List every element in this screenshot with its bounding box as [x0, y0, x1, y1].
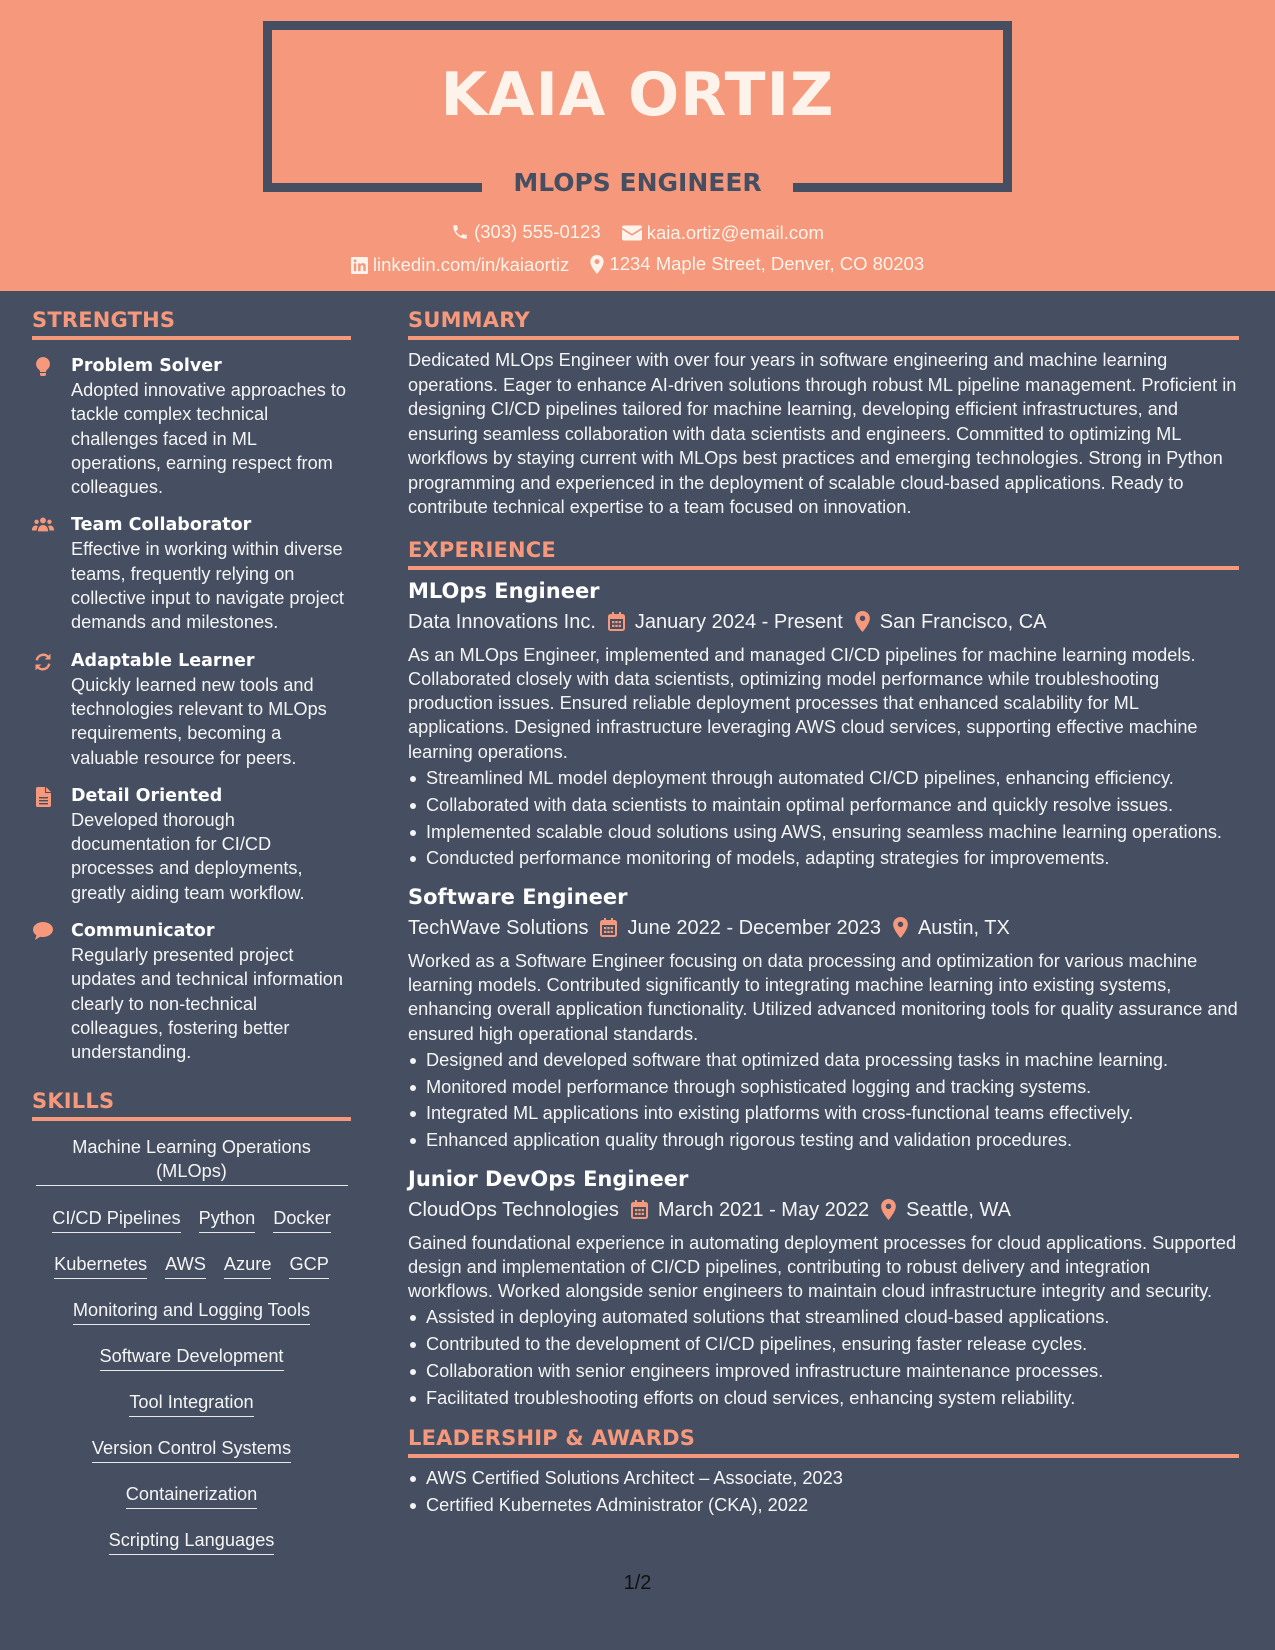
- skill-tag: Azure: [224, 1252, 272, 1279]
- skill-row: [32, 1252, 351, 1279]
- list-item: Streamlined ML model deployment through automated CI/CD pipelines, enhancing efficiency.: [408, 766, 1239, 790]
- job-role: Junior DevOps Engineer: [408, 1166, 689, 1191]
- list-item: AWS Certified Solutions Architect – Associate, 2023: [408, 1466, 1239, 1490]
- awards-heading: LEADERSHIP & AWARDS: [408, 1424, 1239, 1458]
- strength-description: Effective in working within diverse teams, frequently relying on collective input to navigate project demands and milestones.: [71, 539, 344, 633]
- right-column: [408, 306, 1239, 1520]
- job-description: Worked as a Software Engineer focusing on data processing and optimization for various machine learning models. Contributed significantly to integrating machine learning into existing systems, enhancing overall application functionality. Utilized advanced monitoring tools for quality assurance and ensured high operational standards.: [408, 950, 1238, 1044]
- skill-tag: Tool Integration: [129, 1390, 253, 1417]
- linkedin-contact[interactable]: [351, 254, 569, 276]
- strength-item: [32, 919, 351, 1064]
- job-bullets: [408, 766, 1239, 871]
- job-description: As an MLOps Engineer, implemented and managed CI/CD pipelines for machine learning models. Collaborated closely with data scientists, optimizing model performance while troubleshooting production issues. Ensured reliable deployment processes that enhanced scalability for ML applications. Designed infrastructure leveraging AWS cloud services, supporting effective machine learning operations.: [408, 644, 1198, 762]
- company-name: CloudOps Technologies: [408, 1198, 619, 1221]
- job-role: Software Engineer: [408, 884, 628, 909]
- list-item: Integrated ML applications into existing platforms with cross-functional teams effectively.: [408, 1101, 1239, 1125]
- list-item: Enhanced application quality through rigorous testing and validation procedures.: [408, 1128, 1239, 1152]
- envelope-icon: [622, 225, 642, 241]
- company-name: Data Innovations Inc.: [408, 610, 596, 633]
- calendar-icon: [631, 1200, 648, 1219]
- skill-tag: Machine Learning Operations (MLOps): [36, 1135, 348, 1186]
- company-name: TechWave Solutions: [408, 916, 589, 939]
- strength-item: [32, 784, 351, 905]
- skill-tag: Containerization: [126, 1482, 257, 1509]
- contact-line-2: [0, 253, 1275, 279]
- strength-description: Developed thorough documentation for CI/CD processes and deployments, greatly aiding team workflow.: [71, 809, 305, 903]
- strength-description: Quickly learned new tools and technologies relevant to MLOps requirements, becoming a valuable resource for peers.: [71, 674, 327, 768]
- address-text: 1234 Maple Street, Denver, CO 80203: [609, 253, 925, 274]
- strength-item: [32, 649, 351, 770]
- job-dates: January 2024 - Present: [634, 610, 843, 633]
- skill-tag: Kubernetes: [54, 1252, 147, 1279]
- map-pin-icon: [590, 255, 604, 274]
- job-role: MLOps Engineer: [408, 578, 600, 603]
- skill-row: [32, 1206, 351, 1233]
- candidate-name: KAIA ORTIZ: [440, 60, 835, 130]
- strength-description: Regularly presented project updates and technical information clearly to non-technical colleagues, fostering better understanding.: [71, 945, 343, 1063]
- skill-tag: Python: [199, 1206, 256, 1233]
- left-column: [32, 306, 351, 1574]
- list-item: Assisted in deploying automated solutions that streamlined cloud-based applications.: [408, 1305, 1239, 1329]
- strength-title: Problem Solver: [71, 356, 222, 376]
- list-item: Collaborated with data scientists to maintain optimal performance and quickly resolve issues.: [408, 793, 1239, 817]
- linkedin-icon: [351, 257, 368, 274]
- users-icon: [32, 516, 54, 536]
- skill-tag: GCP: [289, 1252, 328, 1279]
- speech-bubble-icon: [32, 922, 54, 942]
- phone-contact[interactable]: [451, 221, 601, 243]
- job-entry: [408, 883, 1239, 1153]
- job-dates: March 2021 - May 2022: [657, 1198, 870, 1221]
- address-contact: [590, 253, 924, 275]
- job-meta: [408, 914, 1239, 942]
- skill-row: [32, 1528, 351, 1555]
- job-meta: [408, 608, 1239, 636]
- skill-row: [32, 1482, 351, 1509]
- skill-row: [32, 1344, 351, 1371]
- linkedin-text: linkedin.com/in/kaiaortiz: [372, 254, 570, 275]
- skills-heading: SKILLS: [32, 1087, 351, 1121]
- refresh-icon: [32, 652, 54, 672]
- strength-description: Adopted innovative approaches to tackle complex technical challenges faced in ML operations, earning respect from colleagues.: [71, 380, 347, 498]
- skill-tag: Software Development: [100, 1344, 284, 1371]
- strength-title: Team Collaborator: [71, 515, 252, 536]
- email-contact[interactable]: [622, 222, 824, 244]
- job-meta: [408, 1196, 1239, 1224]
- skill-tag: Version Control Systems: [92, 1436, 291, 1463]
- email-text: kaia.ortiz@email.com: [646, 222, 824, 243]
- skill-row: [32, 1298, 351, 1325]
- list-item: Facilitated troubleshooting efforts on cloud services, enhancing system reliability.: [408, 1386, 1239, 1410]
- map-pin-icon: [893, 917, 908, 938]
- document-icon: [32, 787, 54, 807]
- strength-item: [32, 354, 351, 499]
- list-item: Conducted performance monitoring of models, adapting strategies for improvements.: [408, 846, 1239, 870]
- strengths-heading: STRENGTHS: [32, 306, 351, 340]
- skill-tag: Scripting Languages: [109, 1528, 275, 1555]
- strength-title: Detail Oriented: [71, 785, 223, 806]
- list-item: Collaboration with senior engineers improved infrastructure maintenance processes.: [408, 1359, 1239, 1383]
- calendar-icon: [608, 612, 625, 631]
- job-entry: [408, 577, 1239, 871]
- job-location: Austin, TX: [917, 916, 1010, 939]
- strength-title: Adaptable Learner: [71, 650, 255, 671]
- job-location: Seattle, WA: [906, 1198, 1011, 1221]
- job-title: MLOPS ENGINEER: [513, 168, 762, 197]
- job-bullets: [408, 1305, 1239, 1410]
- job-description: Gained foundational experience in automating deployment processes for cloud applications. Supported design and implementation of CI/CD pipelines, contributing to robust delivery and integration workflows. Worked alongside senior engineers to maintain cloud infrastructure integrity and security.: [408, 1232, 1237, 1302]
- skill-tag: CI/CD Pipelines: [52, 1206, 180, 1233]
- list-item: Contributed to the development of CI/CD pipelines, ensuring faster release cycles.: [408, 1332, 1239, 1356]
- resume-header: [0, 0, 1275, 291]
- summary-heading: SUMMARY: [408, 306, 1239, 340]
- job-bullets: [408, 1048, 1239, 1153]
- page-number: 1/2: [623, 1572, 652, 1594]
- awards-list: [408, 1466, 1239, 1517]
- lightbulb-icon: [32, 357, 54, 377]
- skill-tag: AWS: [165, 1252, 206, 1279]
- skill-tag: Monitoring and Logging Tools: [73, 1298, 310, 1325]
- name-frame: [263, 21, 1012, 192]
- list-item: Designed and developed software that optimized data processing tasks in machine learning.: [408, 1048, 1239, 1072]
- skills-list: [32, 1135, 351, 1555]
- job-dates: June 2022 - December 2023: [627, 916, 881, 939]
- map-pin-icon: [881, 1199, 896, 1220]
- list-item: Implemented scalable cloud solutions using AWS, ensuring seamless machine learning operations.: [408, 820, 1239, 844]
- summary-text: Dedicated MLOps Engineer with over four years in software engineering and machine learning operations. Eager to enhance AI-driven solutions through robust ML pipeline management. Proficient in designing CI/CD pipelines tailored for machine learning, developing efficient infrastructures, and ensuring seamless collaboration with data scientists and engineers. Committed to optimizing ML workflows by staying current with MLOps best practices and emerging technologies. Strong in Python programming and experienced in the deployment of scalable cloud-based applications. Ready to contribute technical expertise to a team focused on innovation.: [408, 350, 1237, 517]
- job-entry: [408, 1165, 1239, 1411]
- phone-icon: [451, 223, 469, 241]
- list-item: Monitored model performance through sophisticated logging and tracking systems.: [408, 1075, 1239, 1099]
- skill-row: [32, 1390, 351, 1417]
- contact-line-1: [0, 221, 1275, 246]
- skill-row: [32, 1436, 351, 1463]
- skill-tag: Docker: [273, 1206, 331, 1233]
- strength-title: Communicator: [71, 921, 215, 942]
- strength-item: [32, 513, 351, 634]
- calendar-icon: [600, 918, 617, 937]
- list-item: Certified Kubernetes Administrator (CKA), 2022: [408, 1493, 1239, 1517]
- experience-heading: EXPERIENCE: [408, 536, 1239, 570]
- phone-text: (303) 555-0123: [474, 221, 601, 242]
- map-pin-icon: [855, 611, 870, 632]
- job-location: San Francisco, CA: [879, 610, 1047, 633]
